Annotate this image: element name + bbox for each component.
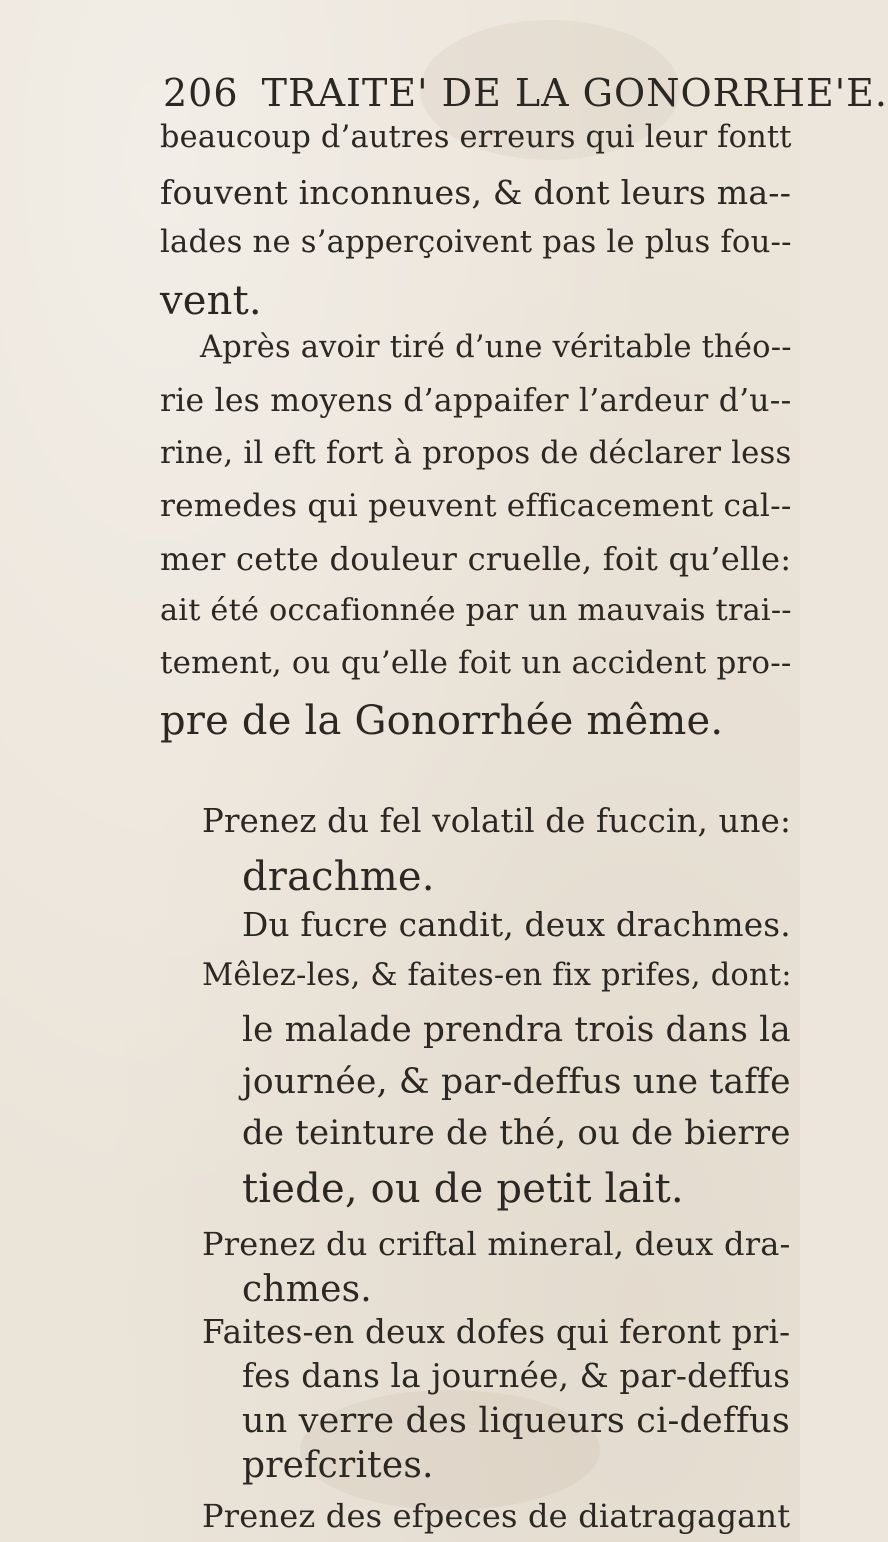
text-line: remedes qui peuvent efficacement cal-- — [160, 488, 792, 524]
recipe-line: Prenez du criftal mineral, deux dra- — [202, 1225, 791, 1263]
recipe-line: un verre des liqueurs ci-deffus — [242, 1401, 790, 1441]
text-line: lades ne s’apperçoivent pas le plus fou-- — [160, 225, 792, 260]
recipe-line: fes dans la journée, & par-deffus — [242, 1357, 791, 1395]
text-line: fouvent inconnues, & dont leurs ma-- — [160, 173, 792, 212]
page-number: 206 — [163, 71, 239, 115]
text-line: rie les moyens d’appaifer l’ardeur d’u-- — [160, 383, 792, 419]
recipe-line: prefcrites. — [242, 1445, 434, 1486]
text-line: ait été occafionnée par un mauvais trai-- — [160, 593, 792, 628]
recipe-line: chmes. — [242, 1269, 372, 1310]
text-line: tement, ou qu’elle foit un accident pro-- — [160, 645, 792, 681]
text-line: rine, il eft fort à propos de déclarer less — [160, 435, 792, 471]
text-line: pre de la Gonorrhée même. — [160, 698, 724, 744]
recipe-line: drachme. — [242, 854, 435, 900]
recipe-line: Du fucre candit, deux drachmes. — [242, 906, 791, 944]
recipe-line: Prenez du fel volatil de fuccin, une: — [202, 802, 792, 840]
text-line: Après avoir tiré d’une véritable théo-- — [200, 330, 792, 365]
recipe-line: tiede, ou de petit lait. — [242, 1166, 684, 1212]
text-line: beaucoup d’autres erreurs qui leur fontt — [160, 120, 792, 155]
text-line: mer cette douleur cruelle, foit qu’elle: — [160, 540, 792, 578]
recipe-line: le malade prendra trois dans la — [242, 1010, 791, 1050]
recipe-line: Prenez des efpeces de diatragagant — [202, 1497, 791, 1535]
recipe-line: de teinture de thé, ou de bierre — [242, 1113, 791, 1153]
recipe-line: journée, & par-deffus une taffe — [242, 1062, 791, 1102]
running-head — [163, 71, 888, 115]
text-line: vent. — [160, 278, 262, 324]
recipe-line: Mêlez-les, & faites-en fix prifes, dont: — [202, 958, 792, 993]
running-title: TRAITE' DE LA GONORRHE'E. — [261, 71, 888, 115]
recipe-line: Faites-en deux dofes qui feront pri- — [202, 1313, 791, 1351]
